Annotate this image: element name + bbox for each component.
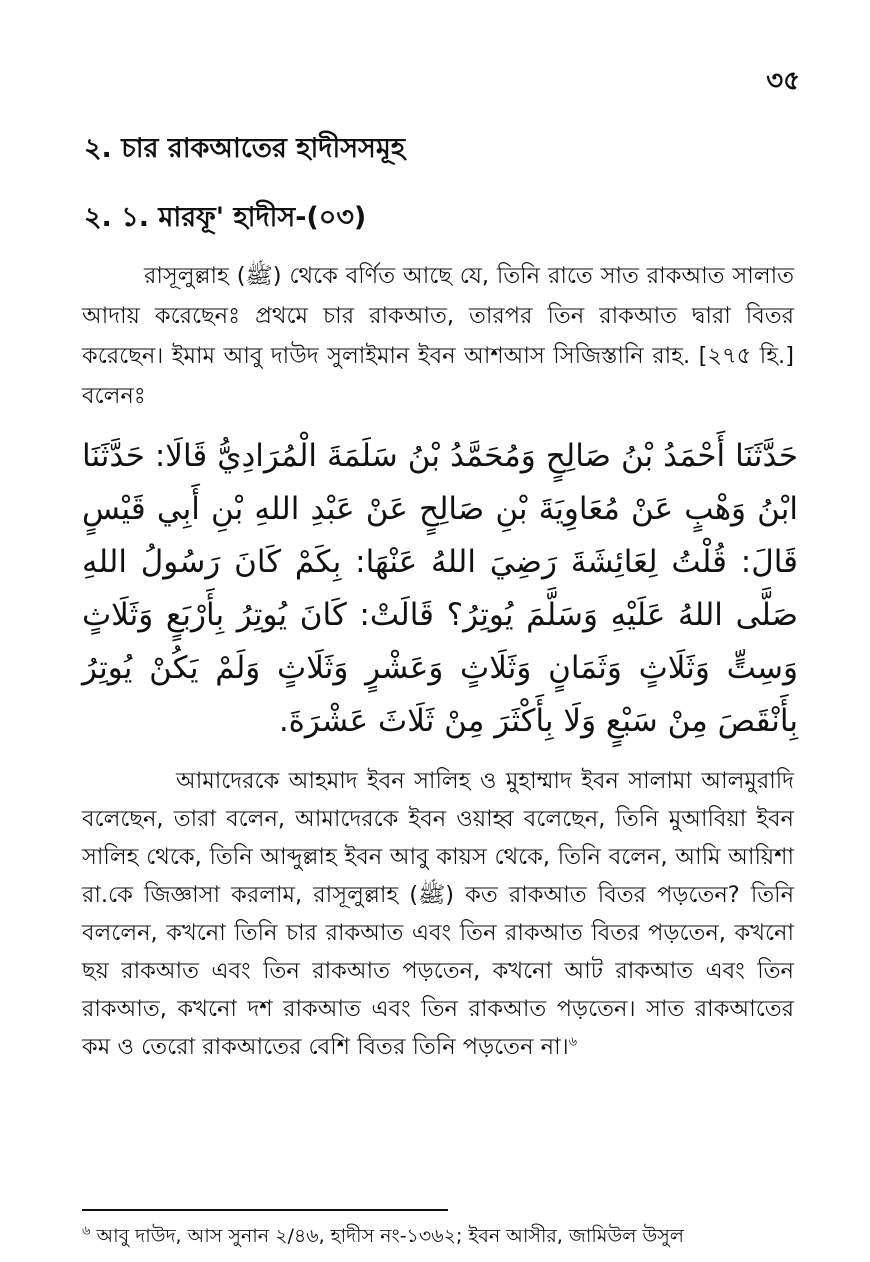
subsection-heading: ২. ১. মারফূ' হাদীস-(০৩) (84, 202, 367, 233)
intro-paragraph: রাসূলুল্লাহ (ﷺ) থেকে বর্ণিত আছে যে, তিনি রাতে সাত রাকআত সালাত আদায় করেছেনঃ প্রথমে চার রাকআত, তারপর তিন রাকআত দ্বারা বিতর করেছেন। ইমাম আবু দাউদ সুলাইমান ইবন আশআস সিজিস্তানি রাহ. [২৭৫ হি.] বলেনঃ (82, 263, 794, 409)
footnote-text: আবু দাউদ, আস সুনান ২/৪৬, হাদীস নং-১৩৬২; ইবন আসীর, জামিউল উসুল (96, 1225, 684, 1247)
footnote-reference[interactable]: ৬ (568, 1034, 578, 1050)
translation-text: আমাদেরকে আহমাদ ইবন সালিহ ও মুহাম্মাদ ইবন সালামা আলমুরাদি বলেছেন, তারা বলেন, আমাদেরকে ইবন ওয়াহ্ব বলেছেন, তিনি মুআবিয়া ইবন সালিহ থেকে, তিনি আব্দুল্লাহ ইবন আবু কায়স থেকে, তিনি বলেন, আমি আয়িশা রা.কে জিজ্ঞাসা করলাম, রাসূলুল্লাহ (ﷺ) কত রাকআত বিতর পড়তেন? তিনি বললেন, কখনো তিনি চার রাকআত এবং তিন রাকআত বিতর পড়তেন, কখনো ছয় রাকআত এবং তিন রাকআত পড়তেন, কখনো আট রাকআত এবং তিন রাকআত, কখনো দশ রাকআত এবং তিন রাকআত পড়তেন। সাত রাকআতের কম ও তেরো রাকআতের বেশি বিতর তিনি পড়তেন না। (82, 768, 794, 1060)
footnote-marker: ৬ (82, 1223, 91, 1239)
footnote-divider (82, 1209, 448, 1211)
arabic-hadith-text: حَدَّثَنَا أَحْمَدُ بْنُ صَالِحٍ وَمُحَمَّدُ بْنُ سَلَمَةَ الْمُرَادِيُّ قَالَا: حَدَّثَنَا ابْنُ وَهْبٍ عَنْ مُعَاوِيَةَ بْنِ صَالِحٍ عَنْ عَبْدِ اللهِ بْنِ أَبِي قَيْسٍ قَالَ: قُلْتُ لِعَائِشَةَ رَضِيَ اللهُ عَنْهَا: بِكَمْ كَانَ رَسُولُ اللهِ صَلَّى اللهُ عَلَيْهِ وَسَلَّمَ يُوتِرُ؟ قَالَتْ: كَانَ يُوتِرُ بِأَرْبَعٍ وَثَلَاثٍ وَسِتٍّ وَثَلَاثٍ وَثَمَانٍ وَثَلَاثٍ وَعَشْرٍ وَثَلَاثٍ وَلَمْ يَكُنْ يُوتِرُ بِأَنْقَصَ مِنْ سَبْعٍ وَلَا بِأَكْثَرَ مِنْ ثَلَاثَ عَشْرَةَ. (82, 438, 798, 739)
footnote (82, 1222, 798, 1254)
page-number: ৩৫ (766, 66, 800, 96)
translation-paragraph (82, 762, 794, 1066)
section-heading: ২. চার রাকআতের হাদীসসমূহ (84, 133, 406, 164)
